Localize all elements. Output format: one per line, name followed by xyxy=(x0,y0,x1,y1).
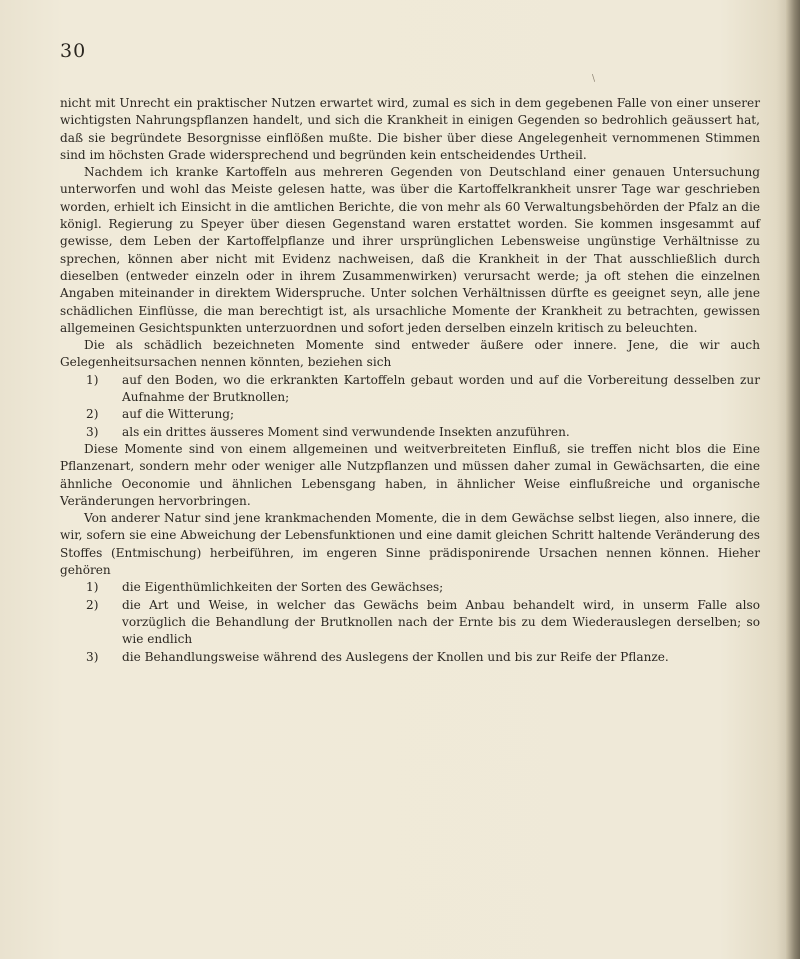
list-number: 3) xyxy=(86,424,99,439)
page-number: 30 xyxy=(60,40,87,62)
list-number: 1) xyxy=(86,580,99,595)
list-text: auf den Boden, wo die erkrankten Kartoffeln gebaut worden und auf die Vorbereitung desselben zur Aufnahme der Brutknollen; xyxy=(122,372,760,405)
list-number: 3) xyxy=(86,649,99,664)
list-item xyxy=(60,406,760,423)
list-text: auf die Witterung; xyxy=(122,407,235,422)
list-item xyxy=(60,649,760,666)
paragraph: Von anderer Natur sind jene krankmachenden Momente, die in dem Gewächse selbst liegen, also innere, die wir, sofern sie eine Abweichung der Lebensfunktionen und eine damit gleichen Schritt haltende Veränderung des Stoffes (Entmischung) herbeiführen, im engeren Sinne prädisponirende Ursachen nennen können. Hieher gehören xyxy=(60,511,760,578)
margin-mark: \ xyxy=(592,74,596,84)
body-text xyxy=(60,95,760,666)
list-text: die Art und Weise, in welcher das Gewächs beim Anbau behandelt wird, in unserm Falle also vorzüglich die Behandlung der Brutknollen nach der Ernte bis zu dem Wiederauslegen derselben; so wie endlich xyxy=(122,597,760,647)
list-number: 2) xyxy=(86,597,99,612)
outer-causes-list xyxy=(60,372,760,441)
list-item xyxy=(60,424,760,441)
list-text: die Behandlungsweise während des Auslegens der Knollen und bis zur Reife der Pflanze. xyxy=(122,649,669,664)
book-edge xyxy=(786,0,800,959)
list-text: als ein drittes äusseres Moment sind verwundende Insekten anzuführen. xyxy=(122,424,570,439)
inner-causes-list xyxy=(60,579,760,665)
list-number: 1) xyxy=(86,372,99,387)
paragraph: Nachdem ich kranke Kartoffeln aus mehreren Gegenden von Deutschland einer genauen Untersuchung unterworfen und wohl das Meiste gelesen hatte, was über die Kartoffelkrankheit unsrer Tage war geschrieben worden, erhielt ich Einsicht in die amtlichen Berichte, die von mehr als 60 Verwaltungsbehörden der Pfalz an die königl. Regierung zu Speyer über diesen Gegenstand waren erstattet worden. Sie kommen insgesammt auf gewisse, dem Leben der Kartoffelpflanze und ihrer ursprünglichen Lebensweise ungünstige Verhältnisse zu sprechen, können aber nicht mit Evidenz nachweisen, daß die Krankheit in der That ausschließlich durch dieselben (entweder einzeln oder in ihrem Zusammenwirken) verursacht werde; ja oft stehen die einzelnen Angaben miteinander in direktem Widerspruche. Unter solchen Verhältnissen dürfte es geeignet seyn, alle jene schädlichen Einflüsse, die man berechtigt ist, als ursachliche Momente der Krankheit zu betrachten, gewissen allgemeinen Gesichtspunkten unterzuordnen und sofort jeden derselben einzeln kritisch zu beleuchten. xyxy=(60,165,760,335)
paragraph-continued: nicht mit Unrecht ein praktischer Nutzen erwartet wird, zumal es sich in dem gegebenen Falle von einer unserer wichtigsten Nahrungspflanzen handelt, und sich die Krankheit in einigen Gegenden so bedrohlich geäussert hat, daß sie begründete Besorgnisse einflößen mußte. Die bisher über diese Angelegenheit vernommenen Stimmen sind im höchsten Grade widersprechend und begründen kein entscheidendes Urtheil. xyxy=(60,96,760,162)
list-item xyxy=(60,579,760,596)
list-item xyxy=(60,597,760,649)
list-text: die Eigenthümlichkeiten der Sorten des Gewächses; xyxy=(122,580,444,595)
list-number: 2) xyxy=(86,407,99,422)
paragraph: Diese Momente sind von einem allgemeinen und weitverbreiteten Einfluß, sie treffen nicht blos die Eine Pflanzenart, sondern mehr oder weniger alle Nutzpflanzen und müssen daher zumal in Gewächsarten, die eine ähnliche Oeconomie und ähnlichen Lebensgang haben, in ähnlicher Weise einflußreiche und organische Veränderungen hervorbringen. xyxy=(60,441,760,508)
list-item xyxy=(60,372,760,407)
paragraph: Die als schädlich bezeichneten Momente sind entweder äußere oder innere. Jene, die wir auch Gelegenheitsursachen nennen könnten, beziehen sich xyxy=(60,338,760,370)
